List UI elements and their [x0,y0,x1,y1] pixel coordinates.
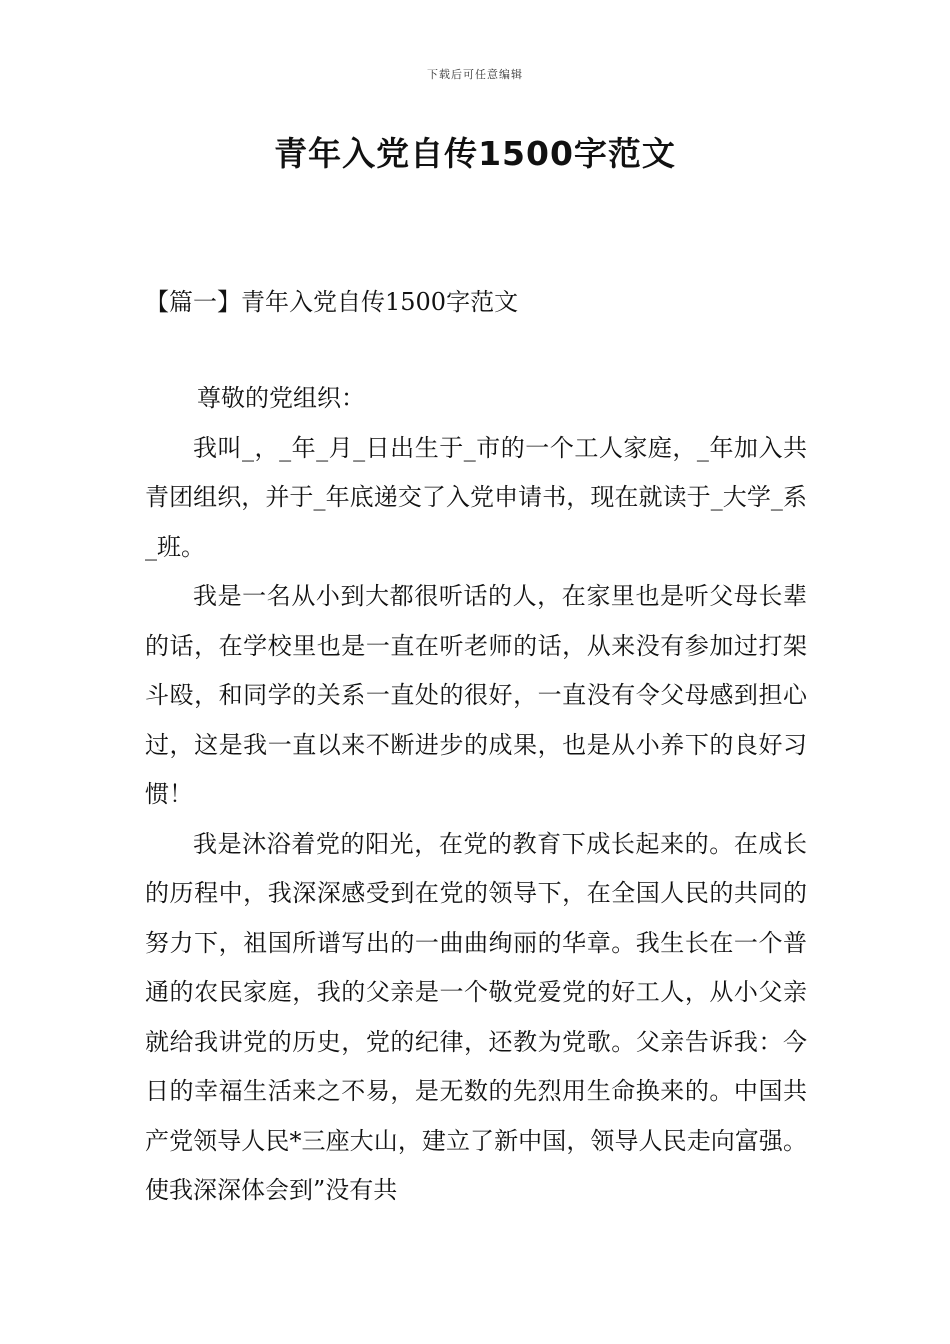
document-title: 青年入党自传1500字范文 [274,134,676,173]
header-note: 下载后可任意编辑 [427,68,523,81]
document-body [145,374,807,1216]
paragraph-3: 我是沐浴着党的阳光，在党的教育下成长起来的。在成长的历程中，我深深感受到在党的领导下，在全国人民的共同的努力下，祖国所谱写出的一曲曲绚丽的华章。我生长在一个普通的农民家庭，我的父亲是一个敬党爱党的好工人，从小父亲就给我讲党的历史，党的纪律，还教为党歌。父亲告诉我：今日的幸福生活来之不易，是无数的先烈用生命换来的。中国共产党领导人民*三座大山，建立了新中国，领导人民走向富强。使我深深体会到”没有共 [145,829,807,1204]
paragraph-2: 我是一名从小到大都很听话的人，在家里也是听父母长辈的话，在学校里也是一直在听老师的话，从来没有参加过打架斗殴，和同学的关系一直处的很好，一直没有令父母感到担心过，这是我一直以来不断进步的成果，也是从小养下的良好习惯！ [145,582,807,808]
paragraph-1: 我叫_，_年_月_日出生于_市的一个工人家庭，_年加入共青团组织，并于_年底递交了入党申请书，现在就读于_大学_系_班。 [145,433,807,561]
greeting: 尊敬的党组织： [197,384,365,412]
section-heading: 【篇一】青年入党自传1500字范文 [145,288,519,316]
